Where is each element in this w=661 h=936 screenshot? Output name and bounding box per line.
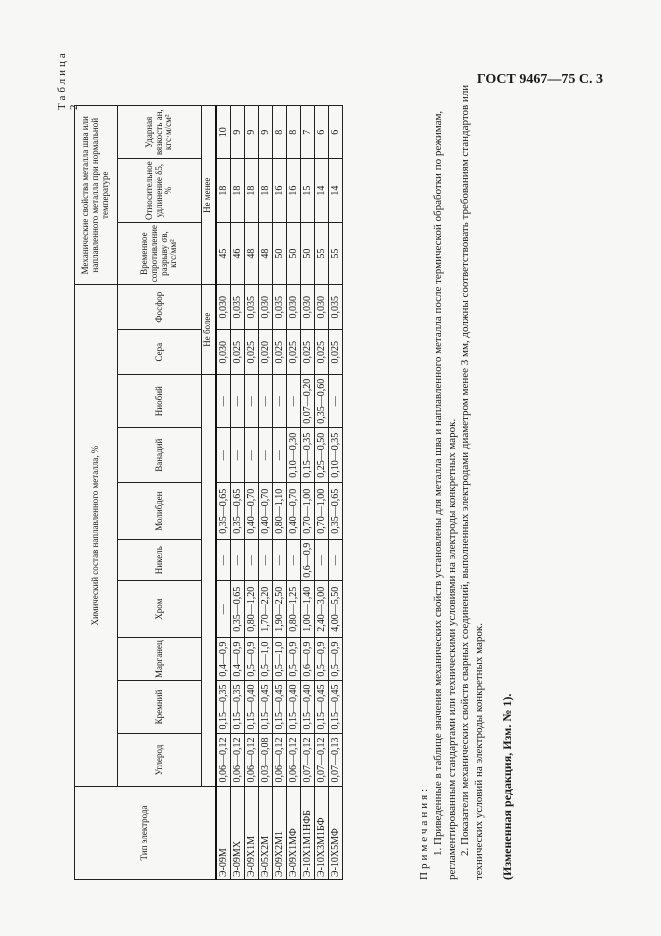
col-nickel: Никель [118,540,202,581]
table-cell: 0,07—0,12 [314,734,328,787]
table-cell: — [230,375,244,428]
table-cell: — [244,375,258,428]
table-cell: 0,70—1,00 [314,483,328,540]
table-cell: 0,15—0,35 [216,681,231,734]
table-cell: Э-09М [216,787,231,880]
table-cell: 0,6—0,9 [300,638,314,681]
table-cell: 0,5—0,9 [286,638,300,681]
table-cell: 0,025 [300,330,314,375]
table-body [216,106,343,880]
table-cell: 0,025 [314,330,328,375]
col-elongation: Относительное удлинение δ5, % [118,159,202,223]
table-cell: 0,06—0,12 [230,734,244,787]
table-row [216,106,231,880]
table-cell: 9 [230,106,244,159]
col-not-more: Не более [202,285,216,375]
note-1: 1. Приведенные в таблице значения механических свойств установлены для металла шва и наплавленного металла после термической обработки по режимам, регламентированным стандартами или техническими условиями на электроды конкретных марок. [431,110,458,880]
table-cell: 0,35—0,65 [216,483,231,540]
table-cell: 0,025 [230,330,244,375]
revision-note: (Измененная редакция, Изм. № 1). [500,693,514,880]
table-cell: 18 [258,159,272,223]
table-cell: — [314,540,328,581]
table-cell: 0,15—0,45 [328,681,342,734]
table-row [230,106,244,880]
table-cell: 16 [286,159,300,223]
table-cell: Э-09Х1М [244,787,258,880]
table-cell: — [216,540,231,581]
table-cell: 14 [314,159,328,223]
table-cell: 0,025 [286,330,300,375]
table-cell: 50 [272,223,286,285]
col-chromium: Хром [118,581,202,638]
table-cell: 8 [272,106,286,159]
table-cell: 0,030 [258,285,272,330]
table-cell: 0,80—1,10 [272,483,286,540]
table-cell: — [286,375,300,428]
table-cell: 0,030 [216,285,231,330]
col-mech-group: Механические свойства металла шва или наплавленного металла при нормальной температуре [75,106,118,285]
table-cell: 0,5—0,9 [328,638,342,681]
table-cell: 14 [328,159,342,223]
table-cell: 0,25—0,50 [314,428,328,483]
table-cell: 0,025 [244,330,258,375]
table-cell: 0,15—0,45 [258,681,272,734]
table-row [328,106,342,880]
table-cell: 1,00—1,40 [300,581,314,638]
table-cell: — [258,540,272,581]
table-row [286,106,300,880]
table-cell: — [230,428,244,483]
table-cell: 48 [244,223,258,285]
table-cell: 0,5—0,9 [314,638,328,681]
table-row [300,106,314,880]
table-cell: 6 [328,106,342,159]
table-cell: 0,07—0,12 [300,734,314,787]
table-cell: 7 [300,106,314,159]
table-cell: 6 [314,106,328,159]
table-cell: 0,035 [230,285,244,330]
table-cell: 0,15—0,35 [300,428,314,483]
table-cell: Э-09Х1МФ [286,787,300,880]
table-cell: 0,15—0,40 [300,681,314,734]
table-cell: 0,4—0,9 [216,638,231,681]
table-row [314,106,328,880]
table-cell: 4,00—5,50 [328,581,342,638]
table-cell: 9 [244,106,258,159]
table-cell: 0,030 [314,285,328,330]
table-cell: 0,40—0,70 [258,483,272,540]
table-cell: 55 [328,223,342,285]
col-carbon: Углерод [118,734,202,787]
table-cell: — [328,375,342,428]
table-cell: 0,025 [272,330,286,375]
table-cell: 0,030 [286,285,300,330]
table-cell: 45 [216,223,231,285]
table-cell: 0,15—0,45 [272,681,286,734]
table-cell: 0,06—0,12 [286,734,300,787]
table-cell: 0,5—1,0 [258,638,272,681]
table-cell: 0,15—0,40 [286,681,300,734]
table-cell: 0,035 [328,285,342,330]
table-cell: 15 [300,159,314,223]
table-cell: 18 [230,159,244,223]
col-chem-group: Химический состав наплавленного металла, % [75,285,118,787]
table-cell: 0,5—0,9 [244,638,258,681]
table-cell: 0,07—0,20 [300,375,314,428]
table-cell: — [244,540,258,581]
table-cell: 0,5—1,0 [272,638,286,681]
table-cell: 0,35—0,60 [314,375,328,428]
table-cell: 0,40—0,70 [286,483,300,540]
table-cell: 0,70—1,00 [300,483,314,540]
table-cell: 50 [286,223,300,285]
table-cell: 0,06—0,12 [272,734,286,787]
table-cell: 0,4—0,9 [230,638,244,681]
table-cell: 0,6—0,9 [300,540,314,581]
table-cell: 0,07—0,13 [328,734,342,787]
col-sulfur: Сера [118,330,202,375]
col-molybdenum: Молибден [118,483,202,540]
col-type: Тип электрода [75,787,216,880]
table-cell: 50 [300,223,314,285]
table-cell: 0,030 [300,285,314,330]
table-cell: Э-09Х2М1 [272,787,286,880]
table-cell: Э-10Х1М1НФБ [300,787,314,880]
table-cell: 18 [244,159,258,223]
table-cell: 0,15—0,35 [230,681,244,734]
table-cell: 0,35—0,65 [328,483,342,540]
table-cell: 0,80—1,20 [244,581,258,638]
col-manganese: Марганец [118,638,202,681]
col-phosphorus: Фосфор [118,285,202,330]
table-cell: — [244,428,258,483]
table-label: Таблица 2 [56,50,80,110]
table-cell: 0,80—1,25 [286,581,300,638]
table-cell: 0,15—0,45 [314,681,328,734]
table-cell: — [286,540,300,581]
table-cell: — [258,428,272,483]
table-cell: — [328,540,342,581]
electrode-table [74,105,343,880]
table-cell: 48 [258,223,272,285]
table-cell: — [272,540,286,581]
table-cell: 0,10—0,30 [286,428,300,483]
table-cell: Э-09МХ [230,787,244,880]
table-cell: 16 [272,159,286,223]
table-cell: 2,40—3,00 [314,581,328,638]
page-header: ГОСТ 9467—75 С. 3 [476,72,603,87]
table-cell: — [216,581,231,638]
table-cell: 0,03—0,08 [258,734,272,787]
table-cell: — [216,375,231,428]
col-vanadium: Ванадий [118,428,202,483]
notes-title: Примечания: [418,785,430,880]
col-impact: Ударная вязкость aн, кгс·м/см² [118,106,202,159]
table-cell: 1,70—2,20 [258,581,272,638]
table-cell: 10 [216,106,231,159]
col-silicon: Кремний [118,681,202,734]
table-cell: 0,030 [216,330,231,375]
table-cell: 0,035 [244,285,258,330]
table-cell: 46 [230,223,244,285]
table-cell: 1,90—2,50 [272,581,286,638]
table-cell: 0,15—0,40 [244,681,258,734]
table-cell: 0,40—0,70 [244,483,258,540]
table-cell: 8 [286,106,300,159]
table-cell: Э-10Х5МФ [328,787,342,880]
table-cell: Э-10Х3М1БФ [314,787,328,880]
table-cell: — [272,428,286,483]
rotated-page-content [48,50,548,880]
table-cell: 55 [314,223,328,285]
table-row [272,106,286,880]
table-cell: 18 [216,159,231,223]
table-cell: 9 [258,106,272,159]
table-cell: Э-05Х2М [258,787,272,880]
col-niobium: Ниобий [118,375,202,428]
table-cell: 0,06—0,12 [216,734,231,787]
table-cell: 0,35—0,65 [230,581,244,638]
col-not-less: Не менее [202,106,216,285]
table-row [258,106,272,880]
note-2: 2. Показатели механических свойств сварных соединений, выполненных электродами диаметром менее 3 мм, должны соответствовать требованиям стандартов или технических условий на электроды конкретных марок. [459,84,485,880]
table-cell: 0,025 [328,330,342,375]
table-cell: 0,10—0,35 [328,428,342,483]
table-cell: 0,35—0,65 [230,483,244,540]
col-tensile: Временное сопротивление разрыву σв, кгс/мм² [118,223,202,285]
table-cell: — [272,375,286,428]
table-cell: 0,020 [258,330,272,375]
table-cell: — [258,375,272,428]
notes [418,60,487,880]
table-row [244,106,258,880]
table-cell: 0,035 [272,285,286,330]
table-cell: 0,06—0,12 [244,734,258,787]
table-cell: — [230,540,244,581]
table-cell: — [216,428,231,483]
